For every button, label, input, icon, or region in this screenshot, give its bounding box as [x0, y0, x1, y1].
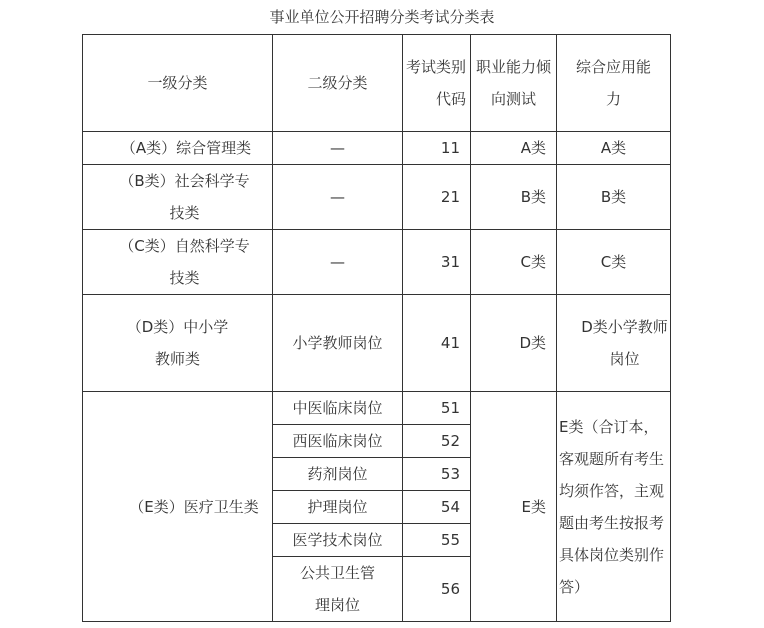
header-row	[83, 35, 671, 132]
row-a-level1: （A类）综合管理类	[83, 132, 273, 165]
row-e-code: 52	[403, 425, 471, 458]
row-c-level1: （C类）自然科学专技类	[83, 230, 273, 295]
classification-table	[82, 34, 671, 622]
row-d-level2: 小学教师岗位	[273, 295, 403, 392]
table-row	[83, 295, 671, 392]
header-aptitude: 职业能力倾向测试	[471, 35, 557, 132]
row-e-code: 54	[403, 491, 471, 524]
row-e-code: 55	[403, 524, 471, 557]
row-e-level2: 公共卫生管理岗位	[273, 557, 403, 622]
row-b-level1: （B类）社会科学专技类	[83, 165, 273, 230]
header-code: 考试类别代码	[403, 35, 471, 132]
row-d-level1: （D类）中小学教师类	[83, 295, 273, 392]
row-b-comprehensive: B类	[557, 165, 671, 230]
row-b-code: 21	[403, 165, 471, 230]
header-comprehensive: 综合应用能力	[557, 35, 671, 132]
row-e-level2: 药剂岗位	[273, 458, 403, 491]
row-e-code: 51	[403, 392, 471, 425]
row-a-comprehensive: A类	[557, 132, 671, 165]
header-level1: 一级分类	[83, 35, 273, 132]
row-e-level1: （E类）医疗卫生类	[83, 392, 273, 622]
table-row	[83, 165, 671, 230]
row-e-code: 53	[403, 458, 471, 491]
row-d-comprehensive: D类小学教师岗位	[557, 295, 671, 392]
row-e-level2: 西医临床岗位	[273, 425, 403, 458]
row-a-level2: —	[273, 132, 403, 165]
row-e-level2: 医学技术岗位	[273, 524, 403, 557]
row-b-level2: —	[273, 165, 403, 230]
row-e-level2: 中医临床岗位	[273, 392, 403, 425]
row-d-code: 41	[403, 295, 471, 392]
row-e-aptitude: E类	[471, 392, 557, 622]
row-e-level2: 护理岗位	[273, 491, 403, 524]
row-e-comprehensive: E类（合订本，客观题所有考生均须作答，主观题由考生按报考具体岗位类别作答）	[557, 392, 671, 622]
table-title: 事业单位公开招聘分类考试分类表	[269, 8, 495, 26]
row-b-aptitude: B类	[471, 165, 557, 230]
row-d-aptitude: D类	[471, 295, 557, 392]
row-a-code: 11	[403, 132, 471, 165]
header-level2: 二级分类	[273, 35, 403, 132]
table-row	[83, 392, 671, 425]
table-row	[83, 132, 671, 165]
table-row	[83, 230, 671, 295]
row-c-comprehensive: C类	[557, 230, 671, 295]
row-c-code: 31	[403, 230, 471, 295]
row-e-code: 56	[403, 557, 471, 622]
row-c-aptitude: C类	[471, 230, 557, 295]
row-a-aptitude: A类	[471, 132, 557, 165]
row-c-level2: —	[273, 230, 403, 295]
